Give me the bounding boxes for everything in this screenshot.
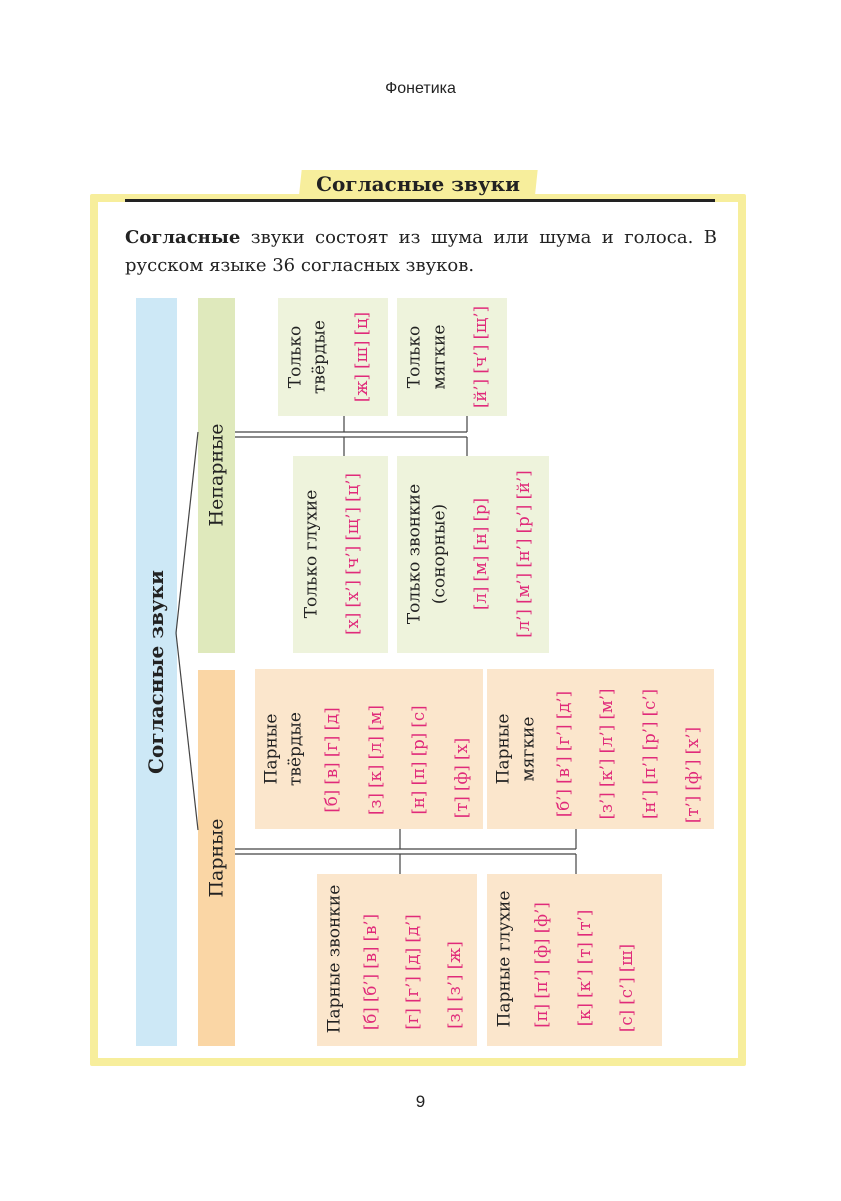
only-hard-label-1: Только	[285, 325, 306, 389]
paired-voiceless-row-1: [п] [п’] [ф] [ф’]	[531, 902, 551, 1028]
only-voiced-label-1: Только звонкие	[404, 483, 425, 625]
running-header: Фонетика	[385, 80, 456, 97]
only-soft-sounds: [й’] [ч’] [щ’]	[470, 305, 490, 409]
paired-hard-label-2: твёрдые	[285, 712, 306, 786]
paired-voiced-label: Парные звонкие	[324, 884, 345, 1034]
paired-hard-label-1: Парные	[261, 713, 282, 785]
paired-soft-row-2: [з’] [к’] [л’] [м’]	[596, 688, 616, 820]
paired-voiceless-label: Парные глухие	[494, 890, 515, 1028]
paired-soft-label-2: мягкие	[518, 716, 539, 782]
section-title: Согласные звуки	[316, 172, 520, 196]
only-hard-sounds: [ж] [ш] [ц]	[351, 311, 371, 403]
only-soft-label-1: Только	[404, 325, 425, 389]
intro-bold-term: Согласные	[125, 227, 241, 248]
paired-hard-row-4: [т] [ф] [х]	[451, 737, 471, 819]
paired-soft-row-4: [т’] [ф’] [х’]	[682, 726, 702, 824]
paired-voiceless-row-2: [к] [к’] [т] [т’]	[574, 909, 594, 1027]
only-voiced-sounds-1: [л] [м] [н] [р]	[470, 497, 490, 611]
only-voiceless-sounds: [х] [х’] [ч’] [щ’] [ц’]	[342, 473, 362, 635]
paired-soft-row-3: [н’] [п’] [р’] [с’]	[639, 688, 659, 820]
paired-soft-row-1: [б’] [в’] [г’] [д’]	[553, 690, 573, 818]
paired-voiced-row-3: [з] [з’] [ж]	[444, 941, 464, 1029]
paired-voiceless-row-3: [с] [с’] [ш]	[616, 943, 636, 1033]
paired-hard-row-3: [н] [п] [р] [с]	[408, 705, 428, 815]
only-hard-label-2: твёрдые	[309, 320, 330, 394]
intro-text: звуки состоят из шума или шума и голоса. В русском языке 36 согласных звуков.	[125, 227, 717, 276]
paired-hard-row-2: [з] [к] [л] [м]	[365, 705, 385, 815]
main-label: Согласные звуки	[144, 570, 168, 774]
page-number: 9	[415, 1092, 426, 1111]
only-voiced-label-2: (сонорные)	[429, 503, 450, 605]
only-soft-label-2: мягкие	[429, 324, 450, 390]
paired-label: Парные	[205, 818, 228, 898]
paired-voiced-row-2: [г] [г’] [д] [д’]	[402, 914, 422, 1030]
unpaired-label: Непарные	[205, 423, 228, 527]
paired-hard-row-1: [б] [в] [г] [д]	[321, 707, 341, 813]
paired-voiced-row-1: [б] [б’] [в] [в’]	[360, 913, 380, 1031]
only-voiced-sounds-2: [л’] [м’] [н’] [р’] [й’]	[513, 470, 533, 638]
only-voiceless-label: Только глухие	[301, 489, 322, 619]
paired-soft-label-1: Парные	[493, 713, 514, 785]
